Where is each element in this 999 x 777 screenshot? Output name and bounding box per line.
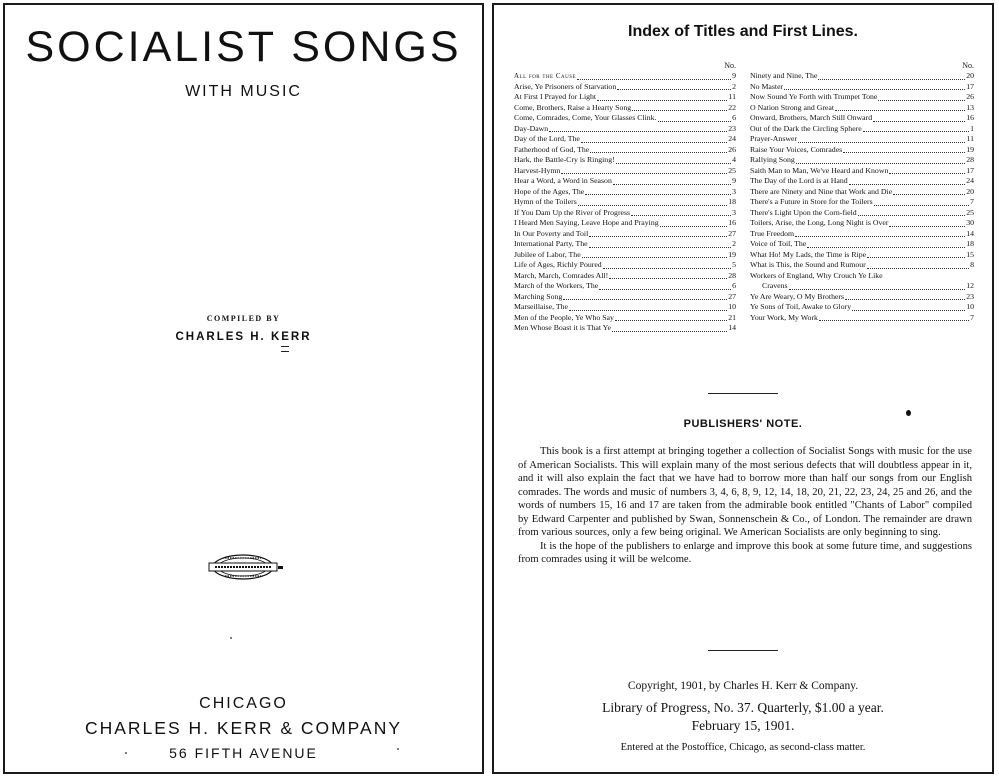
entry-title: True Freedom xyxy=(750,228,795,238)
dot-leader xyxy=(798,142,965,143)
book-subtitle: WITH MUSIC xyxy=(185,83,302,100)
index-entry xyxy=(514,292,736,303)
entry-number: 25 xyxy=(966,207,974,217)
entry-number: 14 xyxy=(966,228,974,238)
index-entry xyxy=(514,302,736,313)
entry-number: 18 xyxy=(728,197,736,206)
entry-title: Hymn of the Toilers xyxy=(514,197,577,206)
dot-leader xyxy=(577,79,731,80)
entry-title: All for the Cause xyxy=(514,72,577,80)
entry-number: 25 xyxy=(728,165,736,175)
entry-title: Ye Are Weary, O My Brothers xyxy=(750,291,845,301)
entry-title: The Day of the Lord is at Hand xyxy=(750,176,848,185)
entry-title: No Master xyxy=(750,81,784,91)
index-entry xyxy=(750,292,974,303)
index-entry xyxy=(750,71,974,82)
entry-title: Hark, the Battle-Cry is Ringing! xyxy=(514,155,615,164)
entry-number: 16 xyxy=(728,218,736,227)
entry-number: 28 xyxy=(966,155,974,164)
section-divider xyxy=(708,650,778,651)
entry-title: Now Sound Ye Forth with Trumpet Tone xyxy=(750,92,878,101)
index-entry xyxy=(750,92,974,103)
speck xyxy=(230,637,232,639)
entry-number: 5 xyxy=(732,260,736,269)
index-entry xyxy=(514,124,736,135)
entry-title: Hope of the Ages, The xyxy=(514,186,585,196)
entry-number: 24 xyxy=(728,134,736,143)
index-entry xyxy=(514,218,736,229)
entry-title: Day of the Lord, The xyxy=(514,134,580,143)
publisher-address: 56 FIFTH AVENUE xyxy=(169,745,318,761)
dot-leader xyxy=(784,89,965,90)
index-entry xyxy=(750,271,974,282)
union-label-emblem xyxy=(205,552,285,582)
index-entry xyxy=(514,187,736,198)
index-entry xyxy=(514,176,736,187)
entry-title: Onward, Brothers, March Still Onward xyxy=(750,113,873,122)
entry-number: 1 xyxy=(970,123,974,133)
entry-number: 21 xyxy=(728,312,736,322)
index-entry xyxy=(750,176,974,187)
index-entry xyxy=(514,82,736,93)
dot-leader xyxy=(889,226,965,227)
index-entry xyxy=(750,281,974,292)
publisher-name: CHARLES H. KERR & COMPANY xyxy=(84,718,403,738)
entry-number: 27 xyxy=(728,228,736,238)
dot-leader xyxy=(893,194,965,195)
entry-number: 20 xyxy=(966,71,974,80)
index-entry xyxy=(750,103,974,114)
index-entry xyxy=(750,113,974,124)
dot-leader xyxy=(874,205,969,206)
dot-leader xyxy=(585,194,731,195)
entry-title: Rallying Song xyxy=(750,155,795,164)
number-column-header: No. xyxy=(962,61,974,70)
index-entry xyxy=(514,134,736,145)
index-entry xyxy=(514,71,736,82)
index-entry xyxy=(750,197,974,208)
book-title: SOCIALIST SONGS xyxy=(25,23,462,71)
dot-leader xyxy=(660,226,728,227)
entry-number: 24 xyxy=(966,176,974,185)
entry-title: If You Dam Up the River of Progress xyxy=(514,207,631,217)
dot-leader xyxy=(631,215,731,216)
entry-number: 11 xyxy=(728,92,736,101)
index-entry xyxy=(514,113,736,124)
entry-number: 10 xyxy=(728,302,736,311)
entry-number: 6 xyxy=(732,281,736,290)
dot-leader xyxy=(578,205,727,206)
entry-title: I Heard Men Saying, Leave Hope and Praying xyxy=(514,218,659,227)
entry-number: 4 xyxy=(732,155,736,164)
entry-title: Jubilee of Labor, The xyxy=(514,249,581,259)
dot-leader xyxy=(597,100,727,101)
entry-number: 17 xyxy=(966,81,974,91)
publishers-note-heading: PUBLISHERS' NOTE. xyxy=(683,418,803,430)
entry-title: Saith Man to Man, We've Heard and Known xyxy=(750,165,889,175)
title-page xyxy=(3,3,484,774)
entry-title: What is This, the Sound and Rumour xyxy=(750,260,866,269)
index-page xyxy=(492,3,994,774)
author-name: CHARLES H. KERR xyxy=(175,331,312,343)
index-entry xyxy=(514,260,736,271)
entry-number: 9 xyxy=(732,176,736,185)
ink-dot xyxy=(906,410,911,416)
entry-title: Harvest-Hymn xyxy=(514,165,561,175)
dot-leader xyxy=(852,310,965,311)
dot-leader xyxy=(835,110,965,111)
index-entry xyxy=(750,302,974,313)
entry-number: 13 xyxy=(966,102,974,112)
dot-leader xyxy=(581,142,727,143)
date-line: February 15, 1901. xyxy=(691,718,795,733)
entry-title: Fatherhood of God, The xyxy=(514,144,590,154)
index-entry xyxy=(514,239,736,250)
dot-leader xyxy=(582,257,728,258)
index-entry xyxy=(750,155,974,166)
dot-leader xyxy=(867,257,965,258)
entry-title: Out of the Dark the Circling Sphere xyxy=(750,123,862,133)
entry-title: International Party, The xyxy=(514,239,588,248)
entry-title: Men Whose Boast it is That Ye xyxy=(514,323,611,332)
entry-title: There are Ninety and Nine that Work and Die xyxy=(750,186,893,196)
publishers-note-body xyxy=(518,445,972,567)
dot-leader xyxy=(796,163,965,164)
entry-number: 18 xyxy=(966,239,974,248)
entry-number: 17 xyxy=(966,165,974,175)
dot-leader xyxy=(867,268,969,269)
entry-title: Arise, Ye Prisoners of Starvation xyxy=(514,81,617,91)
index-entry xyxy=(514,250,736,261)
dot-leader xyxy=(795,236,965,237)
index-entry xyxy=(514,145,736,156)
entry-number: 26 xyxy=(728,144,736,154)
entry-title: March of the Workers, The xyxy=(514,281,599,290)
copyright-line: Copyright, 1901, by Charles H. Kerr & Company. xyxy=(627,680,859,692)
entry-number: 9 xyxy=(732,71,736,80)
entry-number: 8 xyxy=(970,260,974,269)
section-divider xyxy=(708,393,778,394)
index-entry xyxy=(750,313,974,324)
dot-leader xyxy=(819,320,969,321)
dot-leader xyxy=(849,184,966,185)
entry-number: 2 xyxy=(732,239,736,248)
index-entry xyxy=(750,134,974,145)
entry-title: Life of Ages, Richly Poured xyxy=(514,260,602,269)
index-entry xyxy=(514,323,736,334)
note-paragraph: This book is a first attempt at bringing together a collection of Socialist Songs with music for the use of American Socialists. This will explain many of the most serious defects that will doubtless appear in it, and it will also explain the fact that we have had to borrow more than half our songs from our English comrades. The words and music of numbers 3, 4, 6, 8, 9, 12, 14, 18, 20, 21, 22, 23, 24, 25 and 26, and the words of numbers 15, 16 and 17 are taken from the admirable book entitled "Chants of Labor" compiled by Edward Carpenter and published by Swan, Sonnenschein & Co., of London. The remainder are drawn from various sources, only a few being original. We American Socialists are only beginning to sing. xyxy=(518,446,972,538)
postoffice-line: Entered at the Postoffice, Chicago, as second-class matter. xyxy=(620,742,866,753)
dot-leader xyxy=(845,299,965,300)
entry-title: Ye Sons of Toil, Awake to Glory xyxy=(750,302,852,311)
index-entry xyxy=(750,124,974,135)
index-entry xyxy=(514,155,736,166)
dot-leader xyxy=(569,310,727,311)
entry-title: Raise Your Voices, Comrades xyxy=(750,144,843,154)
dot-leader xyxy=(658,121,732,122)
entry-number: 3 xyxy=(732,207,736,217)
entry-number: 20 xyxy=(966,186,974,196)
index-entry xyxy=(514,166,736,177)
dot-leader xyxy=(563,299,727,300)
entry-number: 16 xyxy=(966,113,974,122)
entry-title: Day-Dawn xyxy=(514,123,549,133)
entry-number: 23 xyxy=(966,291,974,301)
index-column-right xyxy=(750,61,974,323)
dot-leader xyxy=(549,131,727,132)
dot-leader xyxy=(858,215,966,216)
index-entry xyxy=(750,260,974,271)
entry-number: 11 xyxy=(966,134,974,143)
index-entry xyxy=(514,281,736,292)
index-entry xyxy=(514,103,736,114)
entry-title: Come, Comrades, Come, Your Glasses Clink. xyxy=(514,113,657,122)
index-entry xyxy=(750,239,974,250)
note-paragraph: It is the hope of the publishers to enlarge and improve this book at some future time, and suggestions from comrades using it will be welcome. xyxy=(518,540,972,565)
entry-title: What Ho! My Lads, the Time is Ripe xyxy=(750,249,867,259)
entry-number: 26 xyxy=(966,92,974,101)
index-entry xyxy=(514,92,736,103)
dot-leader xyxy=(612,331,727,332)
entry-title: Voice of Toil, The xyxy=(750,239,807,248)
publisher-city: CHICAGO xyxy=(199,695,288,712)
dot-leader xyxy=(873,121,965,122)
entry-title: There's a Future in Store for the Toilers xyxy=(750,197,873,206)
index-entry xyxy=(514,313,736,324)
entry-number: 23 xyxy=(728,123,736,133)
entry-number: 2 xyxy=(732,81,736,91)
entry-title: Marching Song xyxy=(514,291,563,301)
index-entry xyxy=(514,197,736,208)
dot-leader xyxy=(613,184,731,185)
entry-title: Come, Brothers, Raise a Hearty Song xyxy=(514,102,632,112)
dot-leader xyxy=(561,173,727,174)
index-entry xyxy=(750,250,974,261)
entry-title: In Our Poverty and Toil xyxy=(514,228,589,238)
entry-title: At First I Prayed for Light xyxy=(514,92,597,101)
entry-number: 15 xyxy=(966,249,974,259)
index-entry xyxy=(750,187,974,198)
entry-title: Workers of England, Why Crouch Ye Like xyxy=(750,270,883,280)
dot-leader xyxy=(615,320,727,321)
index-entry xyxy=(750,208,974,219)
entry-number: 30 xyxy=(966,218,974,227)
index-entry xyxy=(750,218,974,229)
number-column-header: No. xyxy=(724,61,736,70)
dot-leader xyxy=(843,152,965,153)
entry-number: 12 xyxy=(966,281,974,290)
dot-leader xyxy=(609,278,727,279)
entry-title: Prayer-Answer xyxy=(750,134,798,143)
author-underline-mark xyxy=(281,346,289,352)
dot-leader xyxy=(590,152,727,153)
series-line: Library of Progress, No. 37. Quarterly, $1.00 a year. xyxy=(602,700,884,715)
entry-title: There's Light Upon the Corn-field xyxy=(750,207,857,217)
dot-leader xyxy=(616,163,731,164)
entry-number: 6 xyxy=(732,113,736,122)
entry-title: Men of the People, Ye Who Say xyxy=(514,312,614,322)
index-entry xyxy=(514,208,736,219)
entry-number: 7 xyxy=(970,312,974,322)
index-entry xyxy=(750,166,974,177)
index-entry xyxy=(750,145,974,156)
index-entry xyxy=(514,229,736,240)
compiled-by-label: COMPILED BY xyxy=(206,314,281,323)
entry-title: O Nation Strong and Great xyxy=(750,102,835,112)
entry-title: Hear a Word, a Word in Season xyxy=(514,176,612,185)
entry-number: 7 xyxy=(970,197,974,206)
entry-number: 22 xyxy=(728,102,736,112)
entry-title: Toilers, Arise, the Long, Long Night is Over xyxy=(750,218,889,227)
entry-title: Cravens xyxy=(762,281,788,290)
dot-leader xyxy=(599,289,731,290)
dot-leader xyxy=(589,247,731,248)
dot-leader xyxy=(889,173,965,174)
dot-leader xyxy=(589,236,727,237)
entry-number: 3 xyxy=(732,186,736,196)
entry-title: March, March, Comrades All! xyxy=(514,270,609,280)
index-entry xyxy=(750,82,974,93)
entry-title: Your Work, My Work xyxy=(750,312,818,322)
dot-leader xyxy=(878,100,965,101)
entry-title: Ninety and Nine, The xyxy=(750,71,818,80)
dot-leader xyxy=(617,89,731,90)
entry-number: 14 xyxy=(728,323,736,332)
entry-number: 19 xyxy=(966,144,974,154)
entry-number: 28 xyxy=(728,270,736,280)
dot-leader xyxy=(863,131,969,132)
entry-number: 27 xyxy=(728,291,736,301)
dot-leader xyxy=(603,268,731,269)
entry-number: 10 xyxy=(966,302,974,311)
dot-leader xyxy=(632,110,727,111)
dot-leader xyxy=(789,289,966,290)
entry-title: Marseillaise, The xyxy=(514,302,568,311)
index-column-left xyxy=(514,61,736,334)
index-entry xyxy=(514,271,736,282)
dot-leader xyxy=(818,79,965,80)
index-entry xyxy=(750,229,974,240)
dot-leader xyxy=(807,247,965,248)
index-title: Index of Titles and First Lines. xyxy=(628,23,858,40)
entry-number: 19 xyxy=(728,249,736,259)
